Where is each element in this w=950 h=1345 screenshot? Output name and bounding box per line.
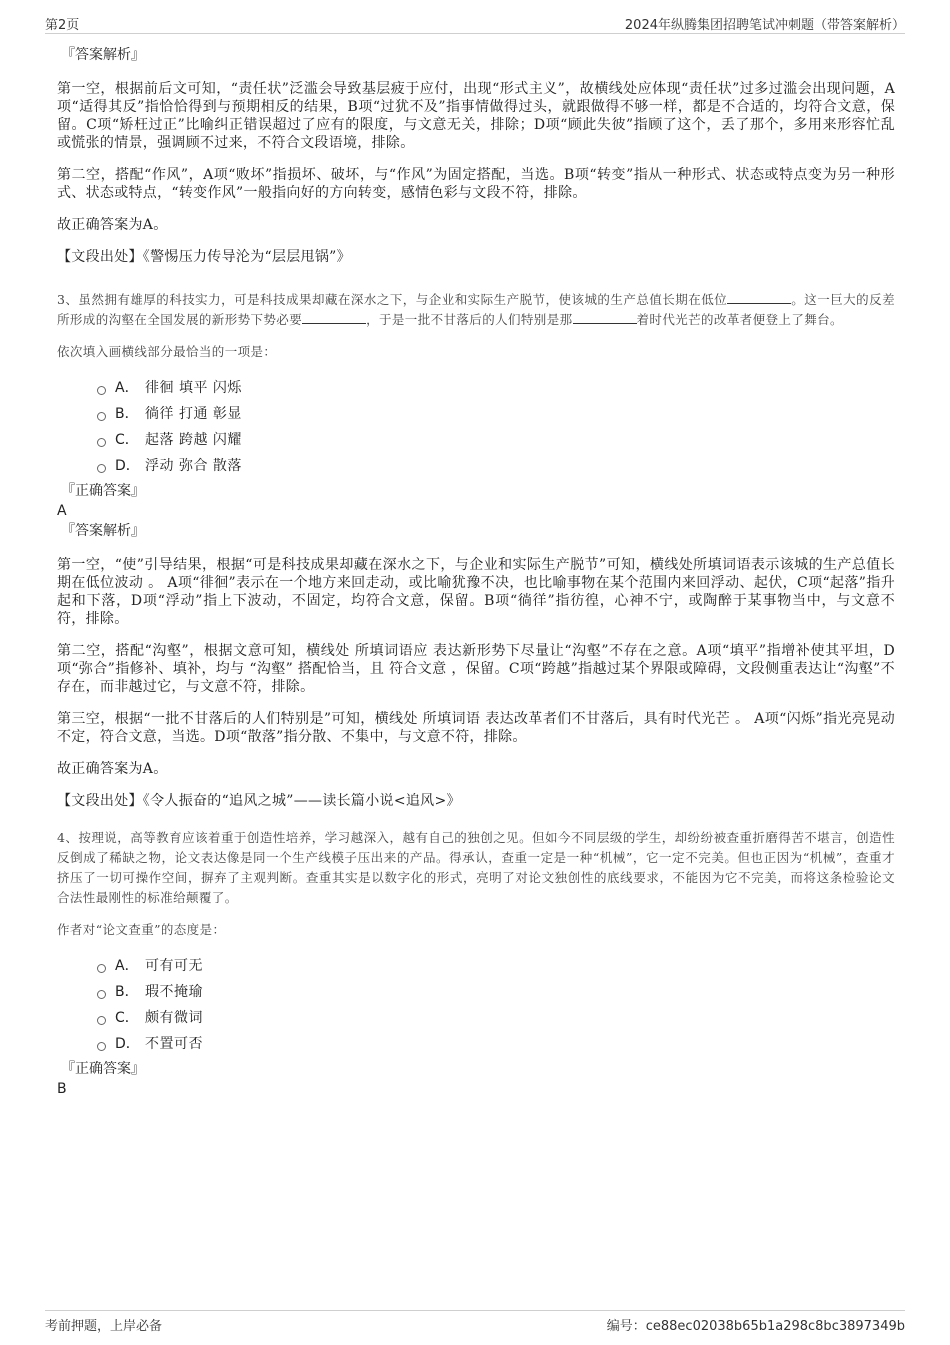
radio-icon[interactable] bbox=[97, 412, 106, 421]
q3-text-c: ，于是一批不甘落后的人们特别是那 bbox=[366, 312, 573, 327]
q4-prompt: 作者对“论文查重”的态度是： bbox=[57, 922, 226, 937]
q4-options bbox=[97, 952, 895, 1056]
radio-icon[interactable] bbox=[97, 438, 106, 447]
q3-text-d: 着时代光芒的改革者便登上了舞台。 bbox=[636, 312, 843, 327]
main-content bbox=[57, 46, 895, 1098]
q3-option-d[interactable]: D． 浮动 弥合 散落 bbox=[97, 452, 895, 478]
q4-correct-answer: B bbox=[57, 1081, 67, 1097]
q3-option-b[interactable]: B． 徜徉 打通 彰显 bbox=[97, 400, 895, 426]
radio-icon[interactable] bbox=[97, 1016, 106, 1025]
q3-question bbox=[57, 290, 895, 330]
q3-correct-answer: A bbox=[57, 503, 67, 519]
q3-analysis-p3: 第三空，根据“一批不甘落后的人们特别是”可知，横线处 所填词语 表达改革者们不甘落后，具有时代光芒 。 A项“闪烁”指光亮晃动不定，符合文意，当选。D项“散落”指分散、不集中，与文意不符，排除。 bbox=[57, 711, 895, 745]
q3-text-b: 。这一巨大的反差所形成的沟壑在全国发展的新形势下势必要 bbox=[57, 292, 895, 327]
q4-question: 4、按理说，高等教育应该着重于创造性培养，学习越深入，越有自己的独创之见。但如今不同层级的学生，却纷纷被查重折磨得苦不堪言，创造性反倒成了稀缺之物，论文表达像是同一个生产线模子压出来的产品。得承认，查重一定是一种“机械”，它一定不完美。但也正因为“机械”，查重才挤压了一切可操作空间，摒弃了主观判断。查重其实是以数字化的形式，亮明了对论文独创性的底线要求，不能因为它不完美，而将这条检验论文合法性最刚性的标准给颠覆了。 bbox=[57, 830, 895, 905]
q2-source: 【文段出处】《警惕压力传导沦为“层层甩锅”》 bbox=[57, 249, 351, 265]
radio-icon[interactable] bbox=[97, 964, 106, 973]
q3-blank-1 bbox=[727, 292, 791, 304]
q4-option-a[interactable]: A． 可有可无 bbox=[97, 952, 895, 978]
q3-text-a: 3、虽然拥有雄厚的科技实力，可是科技成果却藏在深水之下，与企业和实际生产脱节，使该城的生产总值长期在低位 bbox=[57, 292, 728, 307]
document-title: 2024年纵腾集团招聘笔试冲刺题（带答案解析） bbox=[624, 18, 905, 33]
q4-correct-label: 『正确答案』 bbox=[61, 1061, 145, 1077]
q2-analysis-label: 『答案解析』 bbox=[61, 47, 145, 63]
page-number: 第2页 bbox=[45, 18, 80, 33]
q3-blank-3 bbox=[573, 312, 637, 324]
q4-option-d[interactable]: D． 不置可否 bbox=[97, 1030, 895, 1056]
q3-correct-label: 『正确答案』 bbox=[61, 483, 145, 499]
q3-source: 【文段出处】《令人振奋的“追风之城”——读长篇小说<追风>》 bbox=[57, 793, 461, 809]
q3-option-a[interactable]: A． 徘徊 填平 闪烁 bbox=[97, 374, 895, 400]
q3-analysis-p1: 第一空，“使”引导结果，根据“可是科技成果却藏在深水之下，与企业和实际生产脱节”可知，横线处所填词语表示该城的生产总值长期在低位波动 。 A项“徘徊”表示在一个地方来回走动，或比喻犹豫不决，也比喻事物在某个范围内来回浮动、起伏，C项“起落”指升起和下落，D项“浮动”指上下波动，不固定，均符合文意，保留。B项“徜徉”指彷徨，心神不宁，或陶醉于某事物当中，与文意不符，排除。 bbox=[57, 557, 895, 627]
q3-analysis-label: 『答案解析』 bbox=[61, 523, 145, 539]
q3-option-c[interactable]: C． 起落 跨越 闪耀 bbox=[97, 426, 895, 452]
q2-conclusion: 故正确答案为A。 bbox=[57, 217, 168, 233]
radio-icon[interactable] bbox=[97, 386, 106, 395]
radio-icon[interactable] bbox=[97, 464, 106, 473]
q2-analysis-p1: 第一空，根据前后文可知，“责任状”泛滥会导致基层疲于应付，出现“形式主义”，故横线处应体现“责任状”过多过滥会出现问题，A项“适得其反”指恰恰得到与预期相反的结果，B项“过犹不及”指事情做得过头，就跟做得不够一样，都是不合适的，均符合文意，保留。C项“矫枉过正”比喻纠正错误超过了应有的限度，与文意无关，排除；D项“顾此失彼”指顾了这个，丢了那个，多用来形容忙乱或慌张的情景，强调顾不过来，不符合文段语境，排除。 bbox=[57, 81, 895, 151]
q2-analysis-p2: 第二空，搭配“作风”，A项“败坏”指损坏、破坏，与“作风”为固定搭配，当选。B项“转变”指从一种形式、状态或特点变为另一种形式、状态或特点，“转变作风”一般指向好的方向转变，感情色彩与文段不符，排除。 bbox=[57, 167, 895, 201]
q4-option-c[interactable]: C． 颇有微词 bbox=[97, 1004, 895, 1030]
q3-analysis-p2: 第二空，搭配“沟壑”，根据文意可知，横线处 所填词语应 表达新形势下尽量让“沟壑”不存在之意。A项“填平”指增补使其平坦，D项“弥合”指修补、填补，均与 “沟壑” 搭配恰当，且 符合文意 ，保留。C项“跨越”指越过某个界限或障碍，文段侧重表达让“沟壑”不存在，而非越过它，与文意不符，排除。 bbox=[57, 643, 895, 695]
q3-options bbox=[97, 374, 895, 478]
page-header bbox=[45, 14, 905, 34]
q3-conclusion: 故正确答案为A。 bbox=[57, 761, 168, 777]
q4-option-b[interactable]: B． 瑕不掩瑜 bbox=[97, 978, 895, 1004]
document-id: 编号：ce88ec02038b65b1a298c8bc3897349b bbox=[606, 1319, 905, 1334]
radio-icon[interactable] bbox=[97, 1042, 106, 1051]
page-footer bbox=[45, 1310, 905, 1334]
q3-blank-2 bbox=[302, 312, 366, 324]
q3-prompt: 依次填入画横线部分最恰当的一项是： bbox=[57, 344, 277, 359]
footer-slogan: 考前押题，上岸必备 bbox=[45, 1319, 163, 1334]
radio-icon[interactable] bbox=[97, 990, 106, 999]
